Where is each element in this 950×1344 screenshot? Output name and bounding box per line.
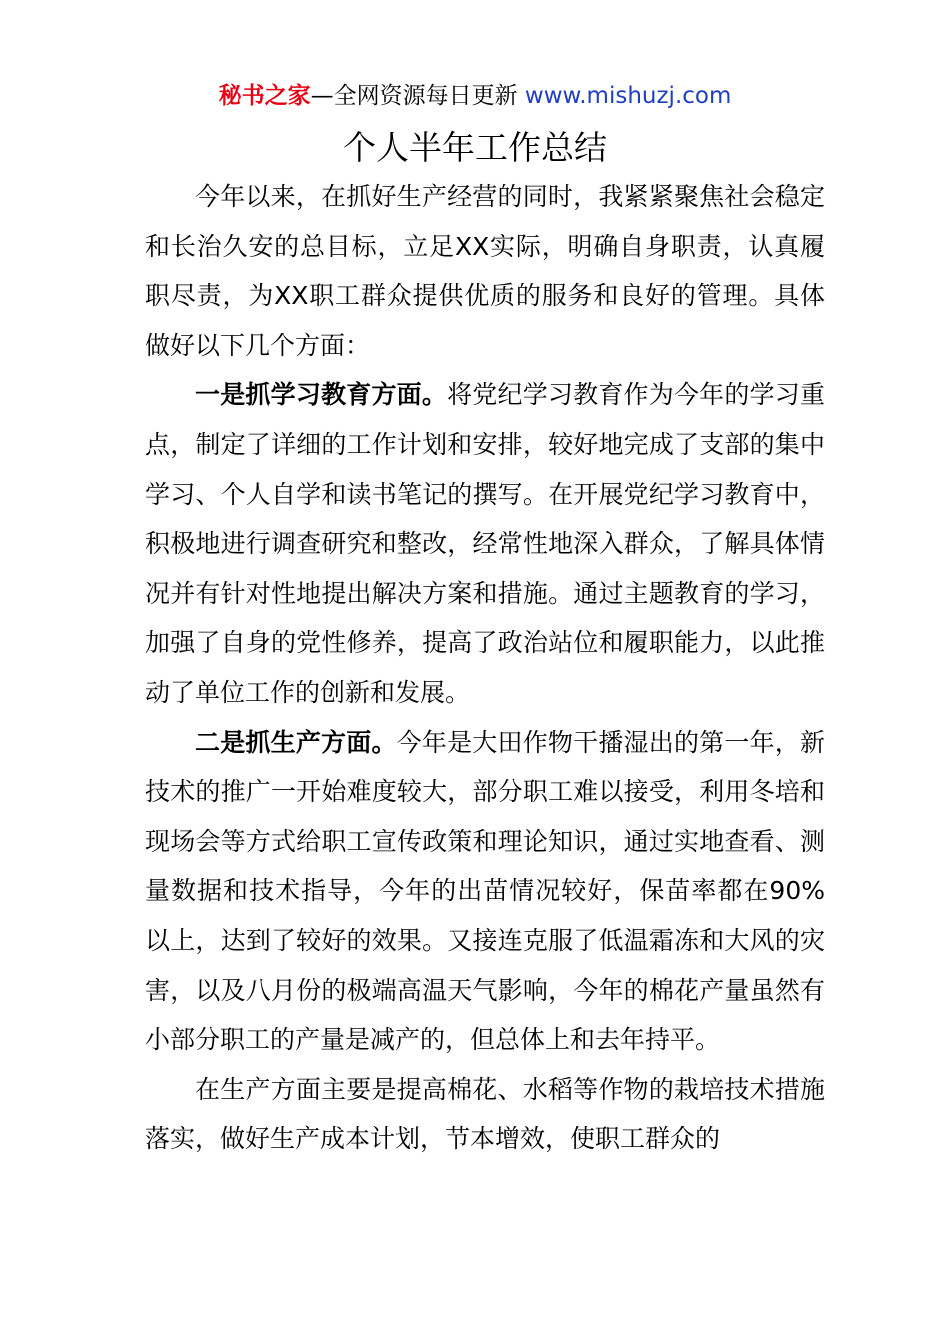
document-title: 个人半年工作总结 bbox=[343, 128, 607, 167]
paragraph-text: 今年以来，在抓好生产经营的同时，我紧紧聚焦社会稳定和长治久安的总目标，立足XX实际，明确自身职责，认真履职尽责，为XX职工群众提供优质的服务和良好的管理。具体做好以下几个方面： bbox=[145, 182, 825, 360]
header-url-link[interactable]: www.mishuzj.com bbox=[524, 83, 732, 109]
paragraph-production bbox=[145, 718, 825, 1065]
paragraph-lead: 二是抓生产方面。 bbox=[195, 727, 397, 757]
header-brand: 秘书之家 bbox=[218, 83, 311, 109]
paragraph-intro bbox=[145, 172, 825, 370]
paragraph-study bbox=[145, 370, 825, 717]
paragraph-production-detail bbox=[145, 1065, 825, 1164]
document-body bbox=[145, 172, 825, 1164]
page-header bbox=[0, 80, 950, 112]
paragraph-text: 今年是大田作物干播湿出的第一年，新技术的推广一开始难度较大，部分职工难以接受，利用冬培和现场会等方式给职工宣传政策和理论知识，通过实地查看、测量数据和技术指导，今年的出苗情况较好，保苗率都在90%以上，达到了较好的效果。又接连克服了低温霜冻和大风的灾害，以及八月份的极端高温天气影响，今年的棉花产量虽然有小部分职工的产量是减产的，但总体上和去年持平。 bbox=[145, 727, 825, 1055]
paragraph-text: 在生产方面主要是提高棉花、水稻等作物的栽培技术措施落实，做好生产成本计划，节本增效，使职工群众的 bbox=[145, 1074, 825, 1154]
paragraph-text: 将党纪学习教育作为今年的学习重点，制定了详细的工作计划和安排，较好地完成了支部的集中学习、个人自学和读书笔记的撰写。在开展党纪学习教育中，积极地进行调查研究和整改，经常性地深入群众，了解具体情况并有针对性地提出解决方案和措施。通过主题教育的学习，加强了自身的党性修养，提高了政治站位和履职能力，以此推动了单位工作的创新和发展。 bbox=[145, 380, 825, 707]
paragraph-lead: 一是抓学习教育方面。 bbox=[195, 380, 448, 410]
header-tagline: —全网资源每日更新 bbox=[310, 83, 525, 109]
